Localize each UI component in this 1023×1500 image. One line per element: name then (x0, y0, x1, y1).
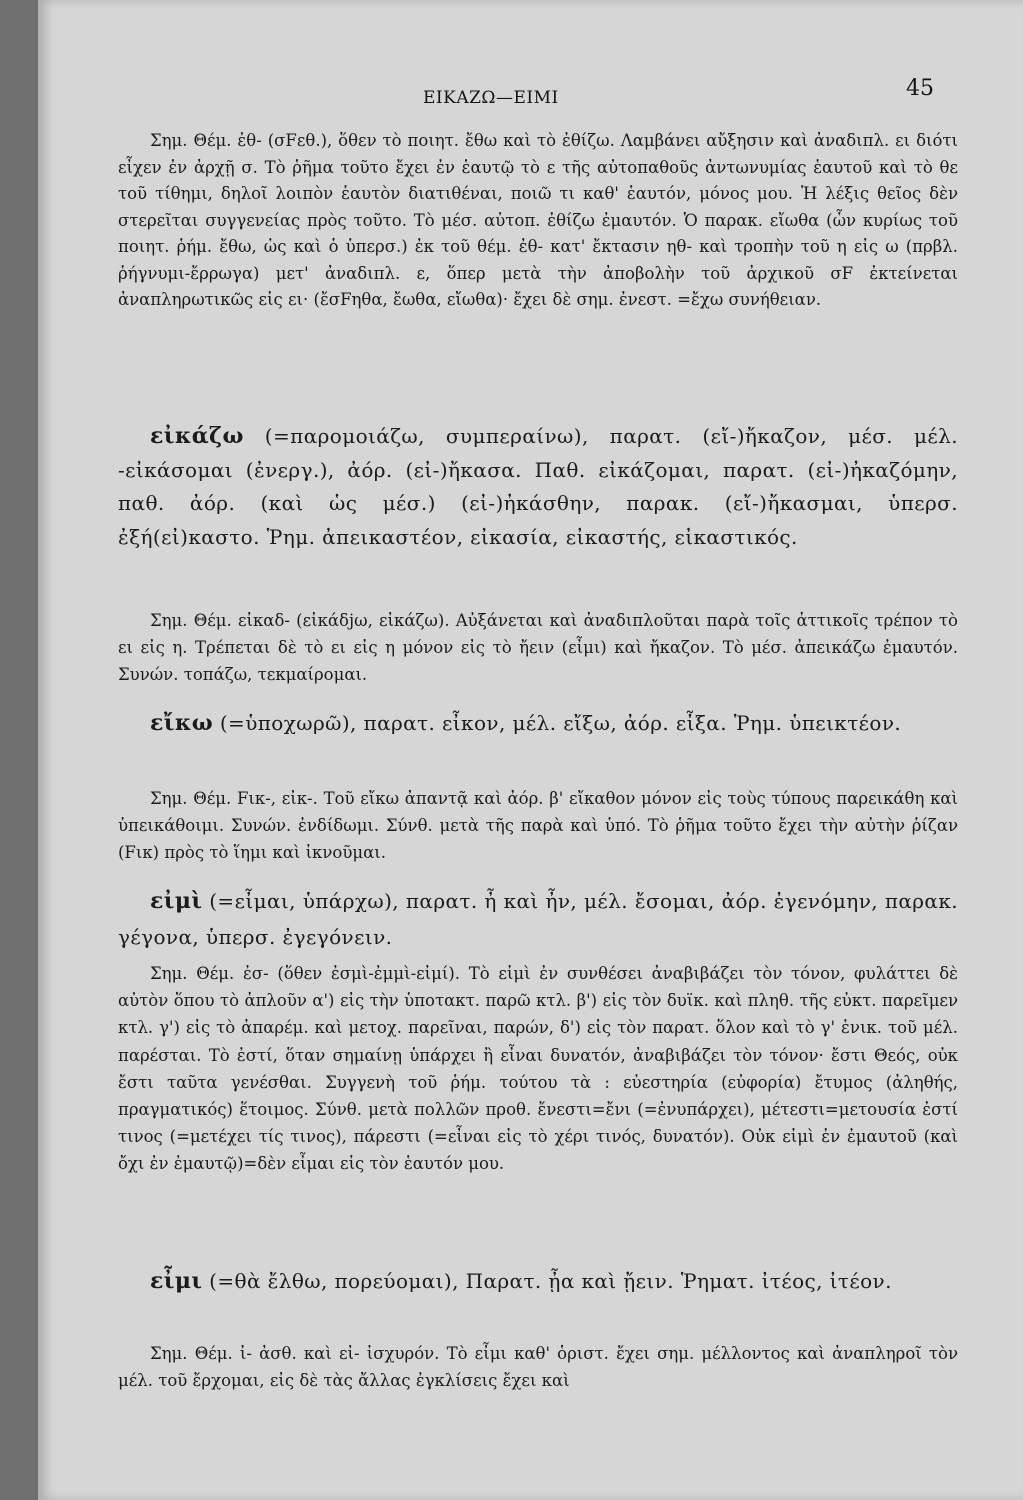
note-eiko: Σημ. Θέμ. Fικ-, εἰκ-. Τοῦ εἴκω ἀπαντᾷ καὶ ἀόρ. β' εἴκαθον μόνον εἰς τοὺς τύπους παρεικάθη καὶ ὑπεικάθοιμι. Συνών. ἐνδίδωμι. Σύνθ. μετὰ τῆς παρὰ καὶ ὑπό. Τὸ ῥῆμα τοῦτο ἔχει τὴν αὐτὴν ῥίζαν (Fικ) πρὸς τὸ ἵημι καὶ ἰκνοῦμαι. (118, 789, 958, 862)
book-page (38, 0, 1023, 1500)
lemma: εἴκω (150, 710, 214, 736)
note-ethizo: Σημ. Θέμ. ἐθ- (σFεθ.), ὅθεν τὸ ποιητ. ἔθω καὶ τὸ ἐθίζω. Λαμβάνει αὔξησιν καὶ ἀναδιπλ. ει διότι εἶχεν ἐν ἀρχῇ σ. Τὸ ῥῆμα τοῦτο ἔχει ἐν ἑαυτῷ τὸ ε τῆς αὐτοπαθοῦς ἀντωνυμίας ἑαυτοῦ καὶ τὸ θε τοῦ τίθημι, δηλοῖ λοιπὸν ἑαυτὸν διατιθέναι, ποιῶ τι καθ' ἑαυτόν, μόνος μου. Ἡ λέξις θεῖος δὲν στερεῖται συγγενείας πρὸς τοῦτο. Τὸ μέσ. αὐτοπ. ἐθίζω ἐμαυτόν. Ὁ παρακ. εἴωθα (ὧν κυρίως τοῦ ποιητ. ῥήμ. ἔθω, ὡς καὶ ὁ ὑπερσ.) ἐκ τοῦ θέμ. ἐθ- κατ' ἔκτασιν ηθ- καὶ τροπὴν τοῦ η εἰς ω (πρβλ. ῥήγνυμι-ἔρρωγα) μετ' ἀναδιπλ. ε, ὅπερ μετὰ τὴν ἀποβολὴν τοῦ ἀρχικοῦ σF ἐκτείνεται ἀναπληρωτικῶς εἰς ει· (ἔσFηθα, ἔωθα, εἴωθα)· ἔχει δὲ σημ. ἐνεστ. =ἔχω συνήθειαν. (118, 131, 958, 309)
lemma: εἶμι (150, 1268, 203, 1294)
entry-eikazo: εἰκάζω (=παρομοιάζω, συμπεραίνω), παρατ. (εἴ-)ἤκαζον, μέσ. μέλ. -εἰκάσομαι (ἐνεργ.), ἀόρ. (εἰ-)ἤκασα. Παθ. εἰκάζομαι, παρατ. (εἰ-)ἠκαζόμην, παθ. ἀόρ. (καὶ ὡς μέσ.) (εἰ-)ἠκάσθην, παρακ. (εἴ-)ἤκασμαι, ὑπερσ. ἐξή(εἰ)καστο. Ῥημ. ἀπεικαστέον, εἰκασία, εἰκαστής, εἰκαστικός. (118, 423, 958, 549)
running-header: ΕΙΚΑΖΩ—ΕΙΜΙ (423, 88, 559, 108)
note-eimi-go: Σημ. Θέμ. ἰ- ἀσθ. καὶ εἰ- ἰσχυρόν. Τὸ εἶμι καθ' ὁριστ. ἔχει σημ. μέλλοντος καὶ ἀναπληροῖ τὸν μέλ. τοῦ ἔρχομαι, εἰς δὲ τὰς ἄλλας ἐγκλίσεις ἔχει καὶ (118, 1344, 958, 1390)
entry-eimi-be: εἰμὶ (=εἶμαι, ὑπάρχω), παρατ. ἦ καὶ ἦν, μέλ. ἔσομαι, ἀόρ. ἐγενόμην, παρακ. γέγονα, ὑπερσ. ἐγεγόνειν. (118, 888, 958, 949)
entry-eiko: εἴκω (=ὑποχωρῶ), παρατ. εἶκον, μέλ. εἴξω, ἀόρ. εἶξα. Ῥημ. ὑπεικτέον. (150, 710, 902, 736)
lemma: εἰκάζω (150, 423, 244, 449)
note-eimi-be: Σημ. Θέμ. ἐσ- (ὅθεν ἐσμὶ-ἐμμὶ-εἰμί). Τὸ εἰμὶ ἐν συνθέσει ἀναβιβάζει τὸν τόνον, φυλάττει δὲ αὐτὸν ὅπου τὸ ἁπλοῦν α') εἰς τὴν ὑποτακτ. παρῶ κτλ. β') εἰς τὸν δυϊκ. καὶ πληθ. τῆς εὐκτ. παρεῖμεν κτλ. γ') εἰς τὸ ἀπαρέμ. καὶ μετοχ. παρεῖναι, παρών, δ') εἰς τὸν παρατ. ὅλον καὶ τὸ γ' ἑνικ. τοῦ μέλ. παρέσται. Τὸ ἐστί, ὅταν σημαίνῃ ὑπάρχει ἢ εἶναι δυνατόν, ἀναβιβάζει τὸν τόνον· ἔστι Θεός, οὐκ ἔστι ταῦτα γενέσθαι. Συγγενὴ τοῦ ῥήμ. τούτου τὰ : εὐεστηρία (εὐφορία) ἔτυμος (ἀληθής, πραγματικός) ἕτοιμος. Σύνθ. μετὰ πολλῶν προθ. ἔνεστι=ἔνι (=ἐνυπάρχει), μέτεστι=μετουσία ἐστί τινος (=μετέχει τίς τινος), πάρεστι (=εἶναι εἰς τὸ χέρι τινός, δυνατόν). Οὐκ εἰμὶ ἐν ἐμαυτοῦ (καὶ ὄχι ἐν ἐμαυτῷ)=δὲν εἶμαι εἰς τὸν ἑαυτόν μου. (118, 964, 958, 1174)
page-number: 45 (906, 76, 934, 101)
note-eikazo: Σημ. Θέμ. εἰκαδ- (εἰκάδjω, εἰκάζω). Αὐξάνεται καὶ ἀναδιπλοῦται παρὰ τοῖς ἀττικοῖς τρέπον τὸ ει εἰς η. Τρέπεται δὲ τὸ ει εἰς η μόνον εἰς τὸ ἤειν (εἶμι) καὶ ἤκαζον. Τὸ μέσ. ἀπεικάζω ἐμαυτόν. Συνών. τοπάζω, τεκμαίρομαι. (118, 611, 958, 684)
lemma: εἰμὶ (150, 888, 203, 914)
entry-eimi-go: εἶμι (=θὰ ἔλθω, πορεύομαι), Παρατ. ᾖα καὶ ᾔειν. Ῥηματ. ἰτέος, ἰτέον. (150, 1268, 892, 1294)
